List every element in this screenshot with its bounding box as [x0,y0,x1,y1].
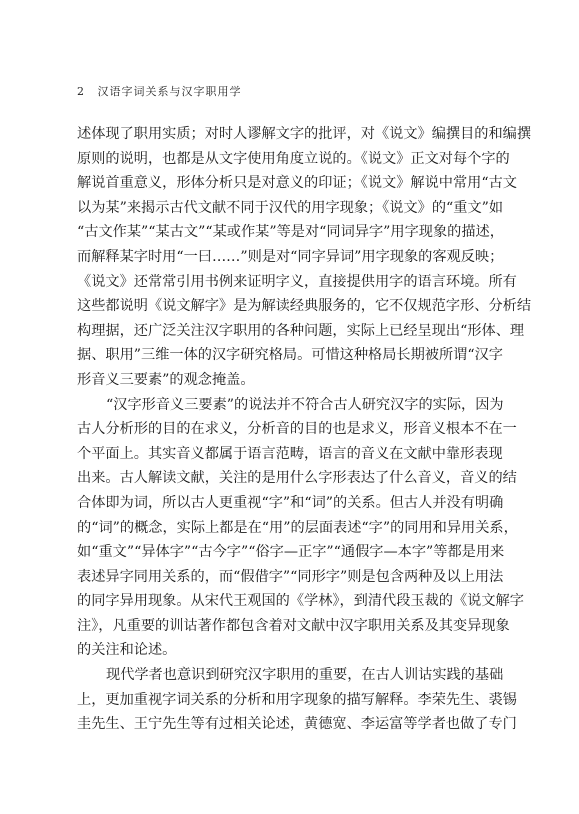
text-line: 解说首重意义，形体分析只是对意义的印证；《说文》解说中常用“古文 [77,175,517,192]
text-line: 的“词”的概念，实际上都是在“用”的层面表述“字”的同用和异用关系， [77,519,518,536]
text-line: 圭先生、王宁先生等有过相关论述，黄德宽、李运富等学者也做了专门 [77,716,517,733]
running-header [77,83,242,99]
text-line: 据、职用”三维一体的汉字研究格局。可惜这种格局长期被所谓“汉字 [77,347,503,364]
text-line: 现代学者也意识到研究汉字职用的重要，在古人训诂实践的基础 [106,667,504,684]
text-line: 表述异字同用关系的，而“假借字”“同形字”则是包含两种及以上用法 [77,568,504,585]
text-line: 构理据，还广泛关注汉字职用的各种问题，实际上已经呈现出“形体、理 [77,322,525,339]
text-line: 原则的说明，也都是从文字使用角度立说的。《说文》正文对每个字的 [77,150,510,167]
text-line: 这些都说明《说文解字》是为解读经典服务的，它不仅规范字形、分析结 [77,298,532,315]
text-line: 形音义三要素”的观念掩盖。 [77,371,255,388]
text-line: 个平面上。其实音义都属于语言范畴，语言的音义在文献中靠形表现 [77,445,503,462]
paragraph [77,122,532,393]
text-line: 《说文》还常常引用书例来证明字义，直接提供用字的语言环境。所有 [77,273,517,290]
text-line: 的关注和论述。 [77,642,177,659]
text-line: “汉字形音义三要素”的说法并不符合古人研究汉字的实际，因为 [106,396,504,413]
page-number: 2 [77,85,85,98]
body-text [77,122,532,737]
text-line: 而解释某字时用“一曰……”则是对“同字异词”用字现象的客观反映； [77,248,504,265]
paragraph [77,663,517,737]
text-line: 如“重文”“异体字”“古今字”“俗字—正字”“通假字—本字”等都是用来 [77,544,505,561]
text-line: 注》，凡重要的训诂著作都包含着对文献中汉字职用关系及其变异现象 [77,617,510,634]
paragraph [77,393,524,664]
text-line: 以为某”来揭示古代文献不同于汉代的用字现象；《说文》的“重文”如 [77,199,504,216]
text-line: 上，更加重视字词关系的分析和用字现象的描写解释。李荣先生、裘锡 [77,691,517,708]
text-line: 的同字异用现象。从宋代王观国的《学林》，到清代段玉裁的《说文解字 [77,593,524,610]
text-line: “古文作某”“某古文”“某或作某”等是对“同词异字”用字现象的描述， [77,224,504,241]
running-title: 汉语字词关系与汉字职用学 [97,85,242,98]
text-line: 合体即为词，所以古人更重视“字”和“词”的关系。但古人并没有明确 [77,494,504,511]
text-line: 述体现了职用实质；对时人谬解文字的批评，对《说文》编撰目的和编撰 [77,126,532,142]
text-line: 古人分析形的目的在求义，分析音的目的也是求义，形音义根本不在一 [77,421,517,438]
text-line: 出来。古人解读文献，关注的是用什么字形表达了什么音义，音义的结 [77,470,517,487]
